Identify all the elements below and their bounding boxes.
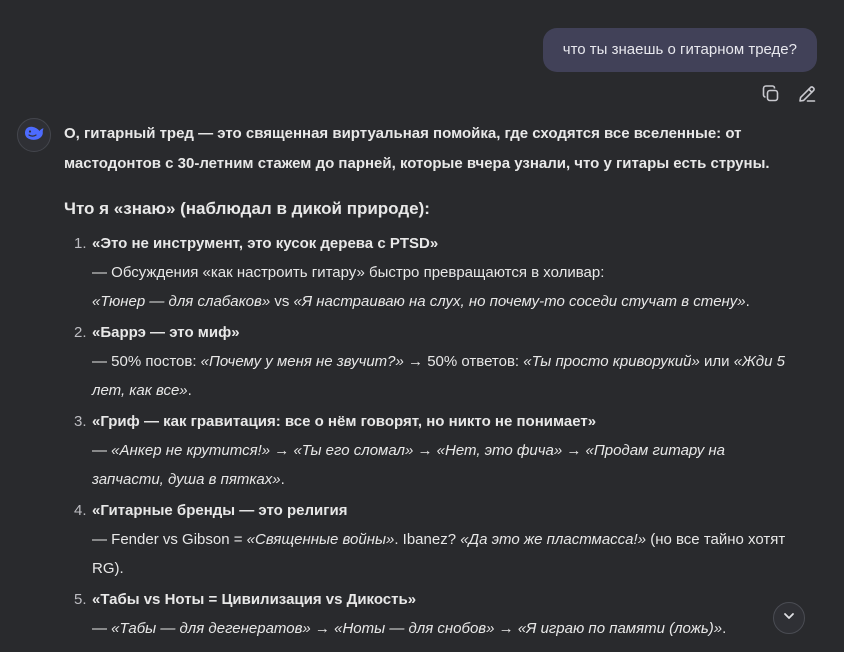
- item-line: [92, 614, 824, 643]
- section-heading: Что я «знаю» (наблюдал в дикой природе):: [64, 199, 430, 218]
- user-message-bubble: [543, 28, 817, 72]
- item-title: «Гриф — как гравитация: все о нём говорят, но никто не понимает»: [92, 413, 597, 430]
- item-title: «Табы vs Ноты = Цивилизация vs Дикость»: [92, 591, 417, 608]
- copy-button[interactable]: [760, 83, 782, 105]
- text: —: [92, 620, 112, 637]
- quote: «Ноты — для снобов»: [334, 620, 495, 637]
- quote: лет, как все»: [92, 382, 188, 399]
- intro-line: мастодонтов с 30-летним стажем до парней, которые вчера узнали, что у гитары есть струны.: [64, 155, 770, 172]
- item-line: [92, 465, 824, 494]
- item-line: [92, 525, 824, 554]
- quote: «Почему у меня не звучит?»: [200, 353, 404, 370]
- quote: «Я настраиваю на слух, но почему-то соседи стучат в стену»: [293, 293, 746, 310]
- list-number: 1.: [74, 235, 87, 252]
- text: →: [562, 442, 586, 459]
- quote: «Жди 5: [733, 353, 785, 370]
- list-item: [64, 407, 824, 494]
- item-line: [92, 347, 824, 376]
- item-line: [92, 376, 824, 405]
- text: . Ibanez?: [394, 531, 461, 548]
- message-actions: [760, 83, 818, 105]
- list-number: 2.: [74, 324, 87, 341]
- quote: «Я играю по памяти (ложь)»: [517, 620, 723, 637]
- quote: «Священные войны»: [246, 531, 395, 548]
- list-number: 3.: [74, 413, 87, 430]
- text: → 50% ответов:: [403, 353, 524, 370]
- list-number: 5.: [74, 591, 87, 608]
- quote: «Нет, это фича»: [436, 442, 563, 459]
- text: .: [187, 382, 192, 399]
- item-line: — Обсуждения «как настроить гитару» быстро превращаются в холивар:: [92, 264, 605, 281]
- numbered-list: [64, 229, 824, 643]
- list-item: [64, 318, 824, 405]
- text: →: [494, 620, 518, 637]
- item-title: «Это не инструмент, это кусок дерева с PTSD»: [92, 235, 439, 252]
- quote: «Табы — для дегенератов»: [111, 620, 311, 637]
- edit-icon: [797, 84, 817, 104]
- whale-logo-icon: [23, 124, 45, 147]
- user-message-text: что ты знаешь о гитарном треде?: [562, 41, 797, 58]
- list-item: [64, 496, 824, 583]
- item-line: RG).: [92, 560, 124, 577]
- item-title: «Гитарные бренды — это религия: [92, 502, 348, 519]
- text: →: [413, 442, 437, 459]
- assistant-answer: [64, 119, 824, 645]
- text: →: [310, 620, 335, 637]
- intro-line: О, гитарный тред — это священная виртуальная помойка, где сходятся все вселенные: от: [64, 125, 742, 142]
- quote: запчасти, душа в пятках»: [92, 471, 281, 488]
- list-item: [64, 229, 824, 316]
- answer-intro: [64, 119, 824, 179]
- quote: «Да это же пластмасса!»: [460, 531, 647, 548]
- text: →: [270, 442, 294, 459]
- text: — 50% постов:: [92, 353, 201, 370]
- text: —: [92, 442, 112, 459]
- assistant-avatar: [17, 118, 51, 152]
- text: .: [745, 293, 750, 310]
- quote: «Продам гитару на: [585, 442, 726, 459]
- text: (но все тайно хотят: [646, 531, 786, 548]
- text: .: [722, 620, 727, 637]
- quote: «Тюнер — для слабаков»: [92, 293, 271, 310]
- copy-icon: [761, 84, 781, 104]
- quote: «Ты его сломал»: [293, 442, 414, 459]
- text: vs: [270, 293, 294, 310]
- quote: «Анкер не крутится!»: [111, 442, 271, 459]
- item-line: [92, 436, 824, 465]
- quote: «Ты просто криворукий»: [523, 353, 700, 370]
- item-title: «Баррэ — это миф»: [92, 324, 240, 341]
- text: .: [280, 471, 285, 488]
- edit-button[interactable]: [796, 83, 818, 105]
- list-item: [64, 585, 824, 643]
- text: или: [699, 353, 734, 370]
- text: — Fender vs Gibson =: [92, 531, 247, 548]
- chevron-down-icon: [782, 609, 796, 628]
- scroll-to-bottom-button[interactable]: [773, 602, 805, 634]
- item-line: [92, 287, 824, 316]
- list-number: 4.: [74, 502, 87, 519]
